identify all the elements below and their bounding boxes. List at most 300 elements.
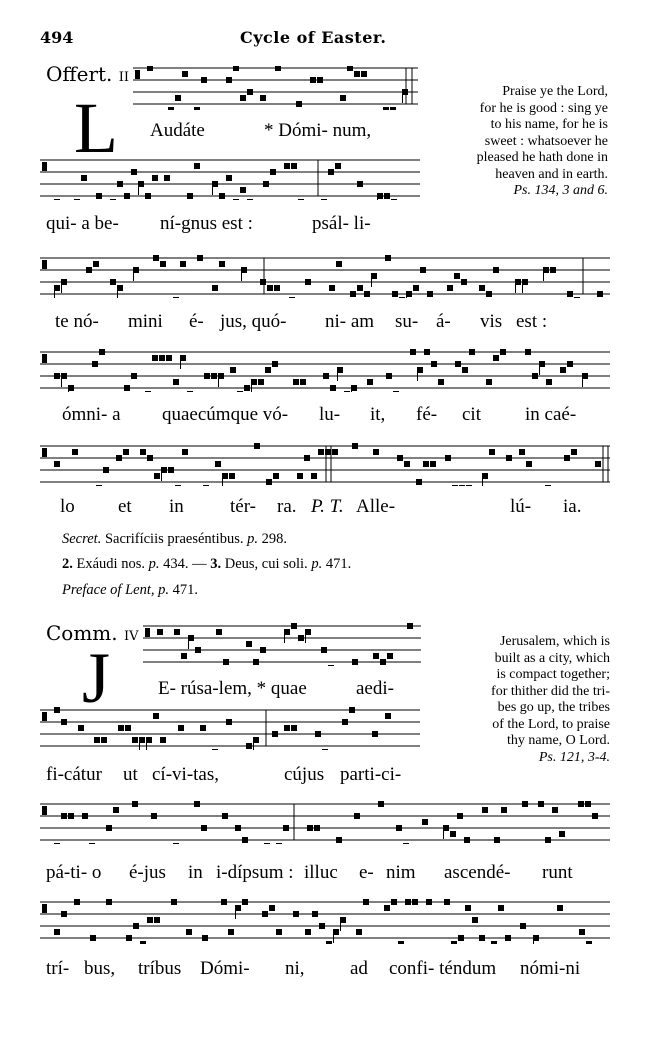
secret-rubric xyxy=(62,531,287,548)
neume-note xyxy=(260,95,266,101)
neume-note xyxy=(571,449,577,455)
neume-note xyxy=(106,899,112,905)
neume-note xyxy=(72,449,78,455)
communion-mode: IV xyxy=(124,629,139,644)
neume-note xyxy=(230,367,236,373)
neume-note xyxy=(233,199,239,200)
offertory-lyric-4 xyxy=(62,404,612,428)
communion-staff-1 xyxy=(143,622,421,666)
neume-note xyxy=(407,623,413,629)
neume-note xyxy=(458,935,464,941)
neume-note xyxy=(397,455,403,461)
communion-lyric-2 xyxy=(46,764,416,788)
neume-note xyxy=(132,737,138,743)
syllable: ad xyxy=(350,958,368,979)
neume-note xyxy=(124,193,130,199)
neume-note xyxy=(546,379,552,385)
rubric-text: Deus, cui soli. xyxy=(224,556,308,572)
neume-note xyxy=(219,193,225,199)
neume-note xyxy=(96,485,102,486)
syllable: lú- xyxy=(510,496,532,517)
neume-note xyxy=(187,193,193,199)
neume-note xyxy=(344,391,350,392)
translation-line: thy name, O Lord. xyxy=(506,733,610,748)
neume-note xyxy=(452,485,458,486)
neume-note xyxy=(364,291,370,297)
offertory-label xyxy=(46,62,129,86)
neume-note xyxy=(99,349,105,355)
neume-note xyxy=(386,373,392,379)
syllable: E- rúsa-lem, * quae xyxy=(158,678,307,699)
syllable: i-dípsum : xyxy=(216,862,294,883)
neume-note xyxy=(525,349,531,355)
neume-note xyxy=(347,66,353,71)
neume-note xyxy=(68,813,74,819)
neume-note xyxy=(314,825,320,831)
neume-note xyxy=(427,291,433,297)
clef-mark xyxy=(42,904,47,913)
neume-note xyxy=(413,285,419,291)
neume-note xyxy=(354,813,360,819)
syllable: tríbus xyxy=(138,958,182,979)
neume-note xyxy=(447,285,453,291)
neume-note xyxy=(116,455,122,461)
neume-note xyxy=(431,361,437,367)
neume-note xyxy=(457,813,463,819)
offertory-staff-3 xyxy=(40,254,610,298)
neume-note xyxy=(164,175,170,181)
neume-note xyxy=(462,367,468,373)
neume-note xyxy=(201,825,207,831)
offertory-staff-5 xyxy=(40,442,610,486)
syllable: confi- téndum xyxy=(389,958,497,979)
neume-note xyxy=(118,725,124,731)
neume-note xyxy=(311,473,317,479)
neume-note xyxy=(545,485,551,486)
neume-note xyxy=(340,95,346,101)
syllable: lu- xyxy=(319,404,341,425)
syllable: illuc xyxy=(304,862,338,883)
neume-note xyxy=(410,349,416,355)
neume-note xyxy=(479,935,485,941)
neume-note xyxy=(94,737,100,743)
neume-note xyxy=(505,935,511,941)
neume-note xyxy=(384,905,390,911)
neume-note xyxy=(147,66,153,71)
neume-note xyxy=(86,267,92,273)
neume-note xyxy=(424,349,430,355)
neume-note xyxy=(500,349,506,355)
neume-note xyxy=(173,297,179,298)
neume-note xyxy=(265,367,271,373)
neume-note xyxy=(222,813,228,819)
neume-note xyxy=(182,71,188,77)
neume-note xyxy=(123,449,129,455)
neume-note xyxy=(54,461,60,467)
syllable: in xyxy=(188,862,203,883)
neume-note xyxy=(367,379,373,385)
neume-note xyxy=(444,899,450,905)
neume-note xyxy=(486,379,492,385)
neume-note xyxy=(322,749,328,750)
neume-note xyxy=(274,285,280,291)
neume-note xyxy=(226,719,232,725)
neume-note xyxy=(385,713,391,719)
neume-note xyxy=(332,449,338,455)
neume-note xyxy=(125,725,131,731)
neume-note xyxy=(298,635,304,641)
neume-note xyxy=(110,199,116,200)
rubric-text: Preface of Lent, xyxy=(62,582,155,598)
neume-note xyxy=(131,373,137,379)
neume-note xyxy=(178,725,184,731)
neume-note xyxy=(469,349,475,355)
offertory-staff-1 xyxy=(133,66,418,110)
neume-note xyxy=(506,455,512,461)
page-ref: 471. xyxy=(172,582,198,598)
neume-note xyxy=(173,379,179,385)
neume-note xyxy=(264,843,270,844)
neume-note xyxy=(461,279,467,285)
syllable: it, xyxy=(370,404,386,425)
neume-note xyxy=(325,449,331,455)
communion-staff-3 xyxy=(40,800,610,844)
communion-translation xyxy=(430,634,610,766)
neume-note xyxy=(262,911,268,917)
page-header xyxy=(40,28,620,50)
clef-mark xyxy=(135,70,140,79)
neume-note xyxy=(357,181,363,187)
rubric-number: 3. xyxy=(210,556,222,572)
neume-note xyxy=(352,659,358,665)
offertory-translation xyxy=(420,84,608,200)
psalm-reference: Ps. 134, 3 and 6. xyxy=(513,183,608,198)
communion-lyric-4 xyxy=(46,958,606,982)
neume-note xyxy=(373,653,379,659)
neume-note xyxy=(405,899,411,905)
neume-note xyxy=(538,801,544,807)
neume-note xyxy=(216,629,222,635)
page-ref: 298. xyxy=(261,531,287,547)
neume-note xyxy=(459,485,465,486)
neume-note xyxy=(557,905,563,911)
translation-line: bes go up, the tribes xyxy=(497,700,610,715)
syllable: fé- xyxy=(416,404,438,425)
postcommunion-rubric xyxy=(62,556,351,573)
neume-note xyxy=(383,107,389,110)
neume-note xyxy=(101,737,107,743)
syllable: cí-vi-tas, xyxy=(152,764,220,785)
neume-note xyxy=(501,807,507,813)
rubric-label: Secret. xyxy=(62,531,102,547)
syllable: mini xyxy=(128,311,163,332)
syllable: é- xyxy=(189,311,204,332)
neume-note xyxy=(393,391,399,392)
neume-note xyxy=(396,825,402,831)
neume-note xyxy=(298,199,304,200)
syllable: Alle- xyxy=(356,496,396,517)
neume-note xyxy=(304,455,310,461)
offertory-staff-4 xyxy=(40,348,610,392)
neume-note xyxy=(361,71,367,77)
neume-note xyxy=(267,285,273,291)
neume-note xyxy=(550,267,556,273)
neume-note xyxy=(117,181,123,187)
syllable: cújus xyxy=(284,764,325,785)
neume-note xyxy=(90,935,96,941)
neume-note xyxy=(391,199,397,200)
syllable: * Dómi- num, xyxy=(264,120,372,141)
syllable: vis xyxy=(480,311,503,332)
neume-note xyxy=(240,95,246,101)
neume-note xyxy=(275,66,281,71)
syllable: Dómi- xyxy=(200,958,250,979)
neume-note xyxy=(228,929,234,935)
neume-note xyxy=(240,187,246,193)
neume-note xyxy=(147,455,153,461)
neume-note xyxy=(283,825,289,831)
neume-note xyxy=(276,929,282,935)
syllable: ut xyxy=(123,764,138,785)
neume-note xyxy=(330,385,336,391)
neume-note xyxy=(438,379,444,385)
neume-note xyxy=(260,647,266,653)
neume-note xyxy=(152,175,158,181)
neume-note xyxy=(321,647,327,653)
neume-note xyxy=(579,929,585,935)
communion-staff-2 xyxy=(40,706,420,750)
neume-note xyxy=(187,391,193,392)
syllable: quaecúmque vó- xyxy=(162,404,289,425)
syllable: ni, xyxy=(285,958,305,979)
neume-note xyxy=(567,291,573,297)
neume-note xyxy=(319,923,325,929)
neume-note xyxy=(237,391,243,392)
syllable: su- xyxy=(395,311,419,332)
neume-note xyxy=(246,743,252,749)
neume-note xyxy=(226,175,232,181)
neume-note xyxy=(235,825,241,831)
neume-note xyxy=(181,653,187,659)
neume-note xyxy=(293,379,299,385)
neume-note xyxy=(212,285,218,291)
offertory-staff-2 xyxy=(40,156,420,200)
syllable: bus, xyxy=(84,958,116,979)
neume-note xyxy=(372,731,378,737)
clef-mark xyxy=(42,260,47,269)
neume-note xyxy=(380,659,386,665)
neume-note xyxy=(356,929,362,935)
neume-note xyxy=(103,467,109,473)
neume-note xyxy=(258,379,264,385)
neume-note xyxy=(522,801,528,807)
syllable: lo xyxy=(60,496,75,517)
neume-note xyxy=(147,917,153,923)
neume-note xyxy=(154,473,160,479)
neume-note xyxy=(160,737,166,743)
page-abbrev: p. xyxy=(247,531,258,547)
neume-note xyxy=(246,641,252,647)
neume-note xyxy=(221,899,227,905)
offertory-lyric-3 xyxy=(55,311,615,335)
syllable: in caé- xyxy=(525,404,577,425)
neume-note xyxy=(416,479,422,485)
neume-note xyxy=(180,261,186,267)
neume-note xyxy=(157,629,163,635)
neume-note xyxy=(545,837,551,843)
neume-note xyxy=(403,843,409,844)
neume-note xyxy=(567,361,573,367)
page-ref: 471. xyxy=(325,556,352,572)
neume-note xyxy=(226,77,232,83)
neume-note xyxy=(175,485,181,486)
translation-line: Jerusalem, which is xyxy=(499,634,610,649)
neume-note xyxy=(203,485,209,486)
syllable: nim xyxy=(386,862,416,883)
neume-note xyxy=(464,837,470,843)
neume-note xyxy=(445,455,451,461)
neume-note xyxy=(585,801,591,807)
neume-note xyxy=(451,941,457,944)
neume-note xyxy=(455,361,461,367)
page-abbrev: p. xyxy=(148,556,160,572)
syllable: nómi-ni xyxy=(520,958,581,979)
neume-note xyxy=(289,297,295,298)
neume-note xyxy=(498,905,504,911)
page-number: 494 xyxy=(40,28,74,47)
neume-note xyxy=(412,899,418,905)
syllable: trí- xyxy=(46,958,70,979)
neume-note xyxy=(574,297,580,298)
translation-line: to his name, for he is xyxy=(490,117,608,132)
neume-note xyxy=(520,923,526,929)
rubric-text: Sacrifíciis praeséntibus. xyxy=(104,531,244,547)
neume-note xyxy=(291,725,297,731)
neume-note xyxy=(564,455,570,461)
syllable: cit xyxy=(462,404,481,425)
neume-note xyxy=(387,653,393,659)
neume-note xyxy=(352,443,358,449)
offertory-mode: II xyxy=(118,70,130,85)
syllable: parti-ci- xyxy=(340,764,402,785)
syllable: et xyxy=(118,496,132,517)
neume-note xyxy=(96,193,102,199)
clef-mark xyxy=(42,162,47,171)
neume-note xyxy=(284,725,290,731)
neume-note xyxy=(494,837,500,843)
syllable: ní-gnus est : xyxy=(160,213,253,234)
neume-note xyxy=(450,831,456,837)
psalm-reference: Ps. 121, 3-4. xyxy=(538,749,610,765)
neume-note xyxy=(350,291,356,297)
neume-note xyxy=(61,719,67,725)
neume-note xyxy=(124,385,130,391)
rubric-number: 2. xyxy=(62,556,73,572)
syllable: pá-ti- o xyxy=(46,862,102,883)
neume-note xyxy=(54,373,60,379)
clef-mark xyxy=(145,628,150,637)
neume-note xyxy=(140,449,146,455)
neume-note xyxy=(173,843,179,844)
neume-note xyxy=(182,449,188,455)
syllable: á- xyxy=(436,311,451,332)
neume-note xyxy=(54,707,60,713)
neume-note xyxy=(145,193,151,199)
neume-note xyxy=(242,899,248,905)
neume-note xyxy=(305,929,311,935)
communion-lyric-3 xyxy=(46,862,606,886)
neume-note xyxy=(269,905,275,911)
offertory-initial: L xyxy=(74,88,118,168)
neume-note xyxy=(305,279,311,285)
syllable: est : xyxy=(516,311,548,332)
neume-note xyxy=(423,461,429,467)
neume-note xyxy=(595,461,601,467)
communion-staff-4 xyxy=(40,896,610,944)
translation-line: sweet : whatsoever he xyxy=(484,133,608,149)
communion-initial: J xyxy=(82,638,111,718)
neume-note xyxy=(422,819,428,825)
neume-note xyxy=(260,279,266,285)
neume-note xyxy=(133,923,139,929)
neume-note xyxy=(486,291,492,297)
neume-note xyxy=(247,199,253,200)
neume-note xyxy=(328,665,334,666)
neume-note xyxy=(392,291,398,297)
neume-note xyxy=(78,725,84,731)
neume-note xyxy=(560,367,566,373)
translation-line: pleased he hath done in xyxy=(476,150,608,165)
neume-note xyxy=(201,77,207,83)
neume-note xyxy=(74,899,80,905)
neume-note xyxy=(168,107,174,110)
page-abbrev: p. xyxy=(158,582,169,598)
translation-line: for thither did the tri- xyxy=(491,683,610,699)
page-ref: 434. xyxy=(163,556,189,572)
neume-note xyxy=(247,89,253,95)
neume-note xyxy=(276,843,282,844)
neume-note xyxy=(166,355,172,361)
neume-note xyxy=(106,825,112,831)
neume-note xyxy=(489,449,495,455)
neume-note xyxy=(317,77,323,83)
neume-note xyxy=(223,659,229,665)
syllable: fi-cátur xyxy=(46,764,102,785)
neume-note xyxy=(202,935,208,941)
neume-note xyxy=(493,355,499,361)
preface-rubric xyxy=(62,582,198,599)
neume-note xyxy=(152,355,158,361)
syllable: te nó- xyxy=(55,311,99,332)
neume-note xyxy=(493,267,499,273)
translation-line: heaven and in earth. xyxy=(495,166,608,182)
neume-note xyxy=(291,623,297,629)
neume-note xyxy=(293,911,299,917)
neume-note xyxy=(300,379,306,385)
clef-mark xyxy=(42,448,47,457)
neume-note xyxy=(82,813,88,819)
neume-note xyxy=(140,941,146,944)
neume-note xyxy=(363,899,369,905)
clef-mark xyxy=(42,354,47,363)
offertory-lyric-5 xyxy=(60,496,610,520)
neume-note xyxy=(272,731,278,737)
neume-note xyxy=(592,813,598,819)
neume-note xyxy=(326,941,332,944)
translation-line: built as a city, which xyxy=(494,650,610,666)
neume-note xyxy=(61,911,67,917)
neume-note xyxy=(197,255,203,261)
